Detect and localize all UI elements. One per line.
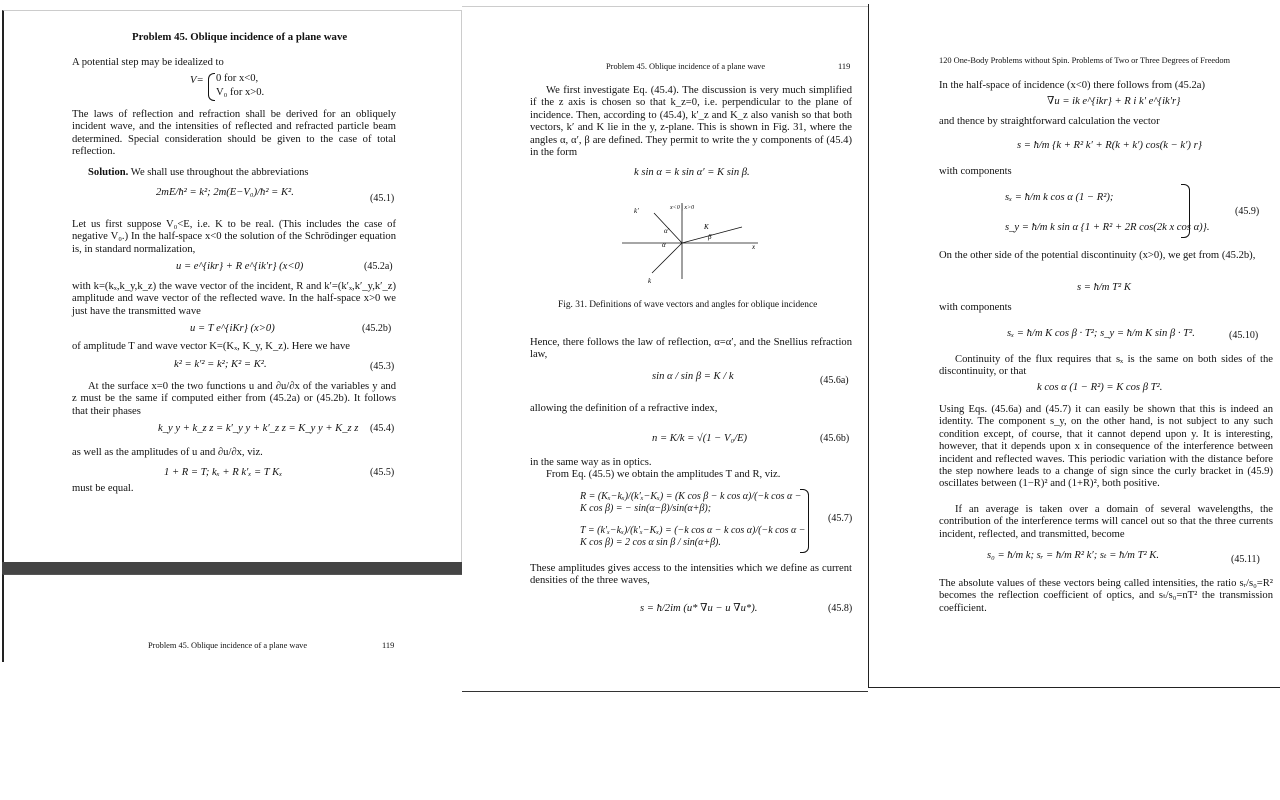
paragraph-with-components: with components xyxy=(939,166,1012,177)
paragraph-amplitude: of amplitude T and wave vector K=(Kₓ, K_y, K_z). Here we have xyxy=(72,341,351,352)
label-alpha-prime: α′ xyxy=(664,227,670,235)
figure-caption: Fig. 31. Definitions of wave vectors and angles for oblique incidence xyxy=(558,300,818,310)
equation-number-45-6a: (45.6a) xyxy=(820,375,849,386)
equation-number-45-10: (45.10) xyxy=(1229,330,1259,341)
book-page-left xyxy=(2,10,462,562)
paragraph-solution xyxy=(88,167,398,179)
equation-45-7-brace xyxy=(800,489,809,553)
equation-45-11: s₀ = ħ/m k; sᵣ = ħ/m R² k′; sₜ = ħ/m T² K. xyxy=(987,550,1160,561)
paragraph-must: must be equal. xyxy=(72,483,134,494)
equation-number-45-8: (45.8) xyxy=(828,603,853,614)
equation-s-y: s_y = ħ/m k sin α {1 + R² + 2R cos(2k x cos α)}. xyxy=(1005,222,1210,233)
equation-45-10: sₓ = ħ/m K cos β · T²; s_y = ħ/m K sin β · T². xyxy=(1007,328,1195,339)
equation-gradient-u: ∇u = ik e^{ikr} + R i k′ e^{ik′r} xyxy=(1047,96,1181,107)
paragraph-using: Using Eqs. (45.6a) and (45.7) it can easily be shown that this is indeed an identity. The component s_y, on the other hand, is not subject to any such condition except, of course, that it cannot depend upon y. It is interesting, however, that it depends upon x in consequence of the interference between incident and reflected waves. This periodic variation with the distance before the step nowhere leads to a change of sign since the curly bracket in (45.9) oscillates between (1−R)² and (1+R)², both positive. xyxy=(939,404,1273,490)
equation-V-case1: 0 for x<0, xyxy=(216,73,259,84)
running-header: 120 One-Body Problems without Spin. Problems of Two or Three Degrees of Freedom xyxy=(939,56,1231,65)
paragraph-suppose: Let us first suppose V₀<E, i.e. K to be real. (This includes the case of negative V₀.) In the half-space x<0 the solution of the Schrödinger equation is, in standard normalization, xyxy=(72,219,396,255)
footer-page-number: 119 xyxy=(382,641,395,650)
equation-45-7-T: T = (k′ₓ−kₓ)/(k′ₓ−Kₓ) = (−k cos α − k cos α)/(−k cos α − K cos β) = 2 cos α sin β / sin(α+β). xyxy=(580,525,806,548)
paragraph-laws: The laws of reflection and refraction shall be derived for an obliquely incident wave, and the intensities of reflected and refracted particle beam determined. Special consideration should be given to the case of total reflection. xyxy=(72,109,396,158)
footer-title: Problem 45. Oblique incidence of a plane wave xyxy=(148,641,308,650)
label-K: K xyxy=(704,223,709,231)
label-k-prime: k′ xyxy=(634,207,639,215)
equation-45-4: k_y y + k_z z = k′_y y + k′_z z = K_y y + K_z z xyxy=(158,423,359,434)
book-page-left-next xyxy=(2,574,462,662)
equation-number-45-9: (45.9) xyxy=(1235,206,1260,217)
solution-label: Solution. xyxy=(88,167,129,178)
equation-flux: k cos α (1 − R²) = K cos β T². xyxy=(1037,382,1163,393)
book-page-middle xyxy=(462,6,868,692)
equation-V-lhs: V= xyxy=(190,75,204,86)
equation-number-45-7: (45.7) xyxy=(828,513,853,524)
running-header-title: Problem 45. Oblique incidence of a plane wave xyxy=(606,62,766,71)
paragraph-first: We first investigate Eq. (45.4). The discussion is very much simplified if the z axis is chosen so that k_z=0, i.e. perpendicular to the plane of incidence. Then, according to (45.4), k′_z and K_z also vanish so that both vectors, k′ and K lie in the y, z-plane. This is shown in Fig. 31, where the angles α, α′, β are defined. They permit to write the y components of (45.4) in the form xyxy=(530,85,852,159)
equation-s-vector: s = ħ/m {k + R² k′ + R(k + k′) cos(k − k′) r} xyxy=(1017,140,1202,151)
book-page-right xyxy=(868,4,1280,688)
paragraph-other-side: On the other side of the potential discontinuity (x>0), we get from (45.2b), xyxy=(939,250,1256,261)
paragraph-with: with k=(kₓ,k_y,k_z) the wave vector of the incident, R and k′=(k′ₓ,k′_y,k′_z) amplitude and wave vector of the reflected wave. In the half-space x>0 we just have the transmitted wave xyxy=(72,281,396,317)
paragraph-continuity: Continuity of the flux requires that sₓ is the same on both sides of the discontinuity, or that xyxy=(939,354,1273,378)
paragraph-intro: A potential step may be idealized to xyxy=(72,57,224,68)
solution-text: We shall use throughout the abbreviations xyxy=(128,167,309,178)
label-regions: x<0 | x>0 xyxy=(670,205,695,211)
running-header-page: 119 xyxy=(838,62,851,71)
equation-45-6b: n = K/k = √(1 − V₀/E) xyxy=(652,433,748,444)
equation-number-45-11: (45.11) xyxy=(1231,554,1260,565)
equation-s-x: sₓ = ħ/m k cos α (1 − R²); xyxy=(1005,192,1114,203)
equation-number-45-5: (45.5) xyxy=(370,467,395,478)
paragraph-allowing: allowing the definition of a refractive index, xyxy=(530,403,718,414)
paragraph-from: From Eq. (45.5) we obtain the amplitudes T and R, viz. xyxy=(546,469,781,480)
page-gap-shadow xyxy=(2,562,462,574)
paragraph-surface: At the surface x=0 the two functions u and ∂u/∂x of the variables y and z must be the same if computed either from (45.2a) or (45.2b). It follows that their phases xyxy=(72,381,396,417)
paragraph-these: These amplitudes gives access to the intensities which we define as current densities of the three waves, xyxy=(530,563,852,587)
equation-45-7-R: R = (Kₓ−kₓ)/(k′ₓ−Kₓ) = (K cos β − k cos α)/(−k cos α − K cos β) = − sin(α−β)/sin(α+β); xyxy=(580,491,802,514)
paragraph-half-space: In the half-space of incidence (x<0) there follows from (45.2a) xyxy=(939,80,1206,91)
paragraph-with-components-2: with components xyxy=(939,302,1012,313)
paragraph-average: If an average is taken over a domain of several wavelengths, the contribution of the interference terms will cancel out so that the three currents incident, reflected, and transmitted, become xyxy=(939,504,1273,540)
equation-45-1: 2mE/ħ² = k²; 2m(E−V₀)/ħ² = K². xyxy=(156,187,294,198)
equation-number-45-2b: (45.2b) xyxy=(362,323,392,334)
equation-45-2b: u = T e^{iKr} (x>0) xyxy=(190,323,275,334)
label-beta: β xyxy=(708,233,712,241)
equation-number-45-2a: (45.2a) xyxy=(364,261,393,272)
incident-vector-k xyxy=(652,243,682,273)
equation-45-6a: sin α / sin β = K / k xyxy=(652,371,734,382)
equation-45-3: k² = k′² = k²; K² = K². xyxy=(174,359,267,370)
equation-s-K: s = ħ/m T² K xyxy=(1077,282,1131,293)
paragraph-optics: in the same way as in optics. xyxy=(530,457,652,468)
transmitted-vector-K xyxy=(682,227,742,243)
equation-45-8: s = ħ/2im (u* ∇u − u ∇u*). xyxy=(640,603,758,614)
problem-title: Problem 45. Oblique incidence of a plane wave xyxy=(132,31,348,43)
equation-number-45-6b: (45.6b) xyxy=(820,433,850,444)
equation-sin-components: k sin α = k sin α′ = K sin β. xyxy=(634,167,750,178)
equation-V-case2: V₀ for x>0. xyxy=(216,87,265,98)
label-alpha: α xyxy=(662,241,666,249)
equation-number-45-4: (45.4) xyxy=(370,423,395,434)
equation-number-45-3: (45.3) xyxy=(370,361,395,372)
equation-number-45-1: (45.1) xyxy=(370,193,395,204)
equation-45-9-brace xyxy=(1181,184,1190,238)
label-x: x xyxy=(752,243,756,251)
label-k: k xyxy=(648,277,652,285)
paragraph-absolute: The absolute values of these vectors being called intensities, the ratio sᵣ/s₀=R² becomes the reflection coefficient of optics, and sₜ/s₀=nT² the transmission coefficient. xyxy=(939,578,1273,614)
figure-31-wave-vectors xyxy=(612,197,762,287)
paragraph-thence: and thence by straightforward calculation the vector xyxy=(939,116,1160,127)
equation-45-2a: u = e^{ikr} + R e^{ik′r} (x<0) xyxy=(176,261,304,272)
equation-V-brace xyxy=(208,73,215,101)
paragraph-hence: Hence, there follows the law of reflection, α=α′, and the Snellius refraction law, xyxy=(530,337,852,361)
paragraph-as-well: as well as the amplitudes of u and ∂u/∂x, viz. xyxy=(72,447,263,458)
equation-45-5: 1 + R = T; kₓ + R k′ₓ = T Kₓ xyxy=(164,467,283,478)
